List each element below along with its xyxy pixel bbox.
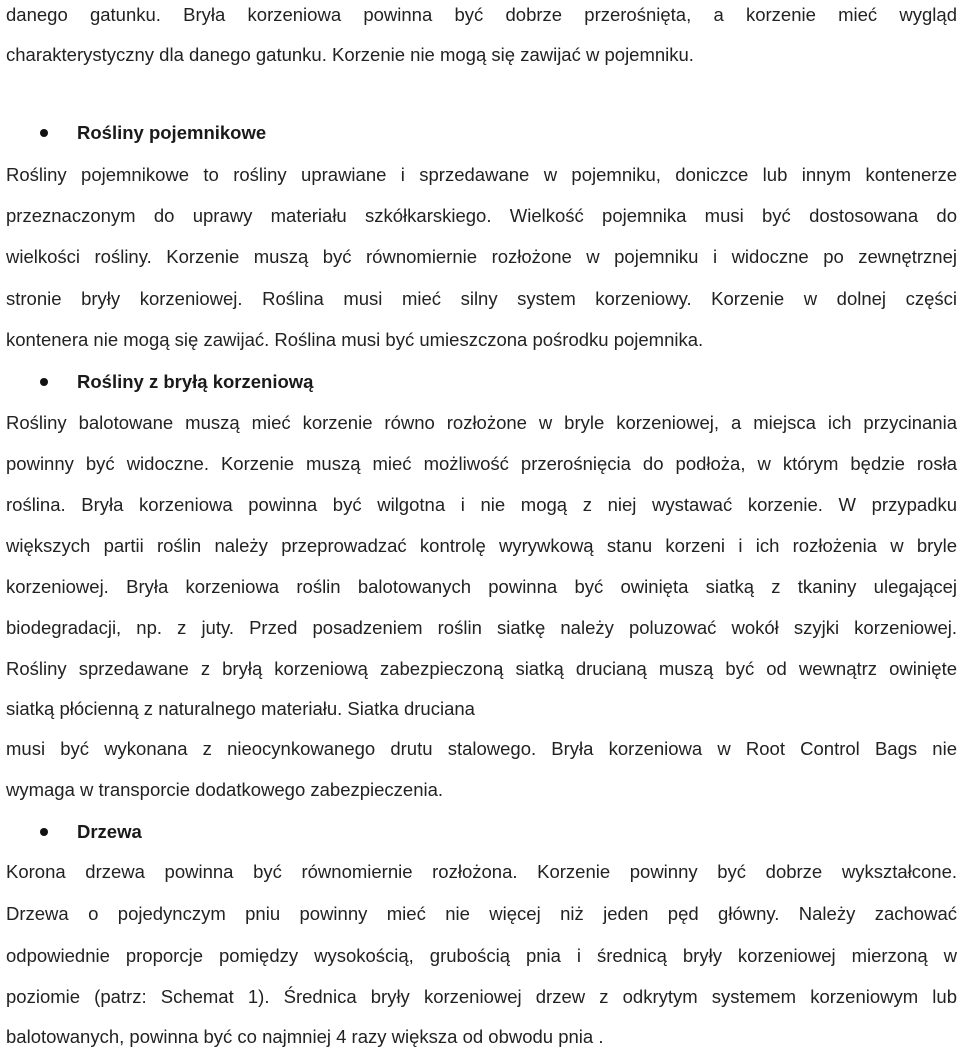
paragraph-line: musi być wykonana z nieocynkowanego drutu stalowego. Bryła korzeniowa w Root Control Bags nie: [6, 738, 957, 759]
paragraph-line: korzeniowej. Bryła korzeniowa roślin balotowanych powinna być owinięta siatką z tkaniny ulegającej: [6, 576, 957, 597]
paragraph-line: Rośliny pojemnikowe to rośliny uprawiane i sprzedawane w pojemniku, doniczce lub innym kontenerze: [6, 164, 957, 185]
paragraph-line: charakterystyczny dla danego gatunku. Korzenie nie mogą się zawijać w pojemniku.: [6, 44, 694, 65]
section-heading-drzewa: [6, 817, 957, 847]
paragraph-line: wymaga w transporcie dodatkowego zabezpieczenia.: [6, 779, 444, 800]
section-heading-rosliny-pojemnikowe: [6, 118, 957, 148]
paragraph-line: Drzewa o pojedynczym pniu powinny mieć nie więcej niż jeden pęd główny. Należy zachować: [6, 903, 957, 924]
paragraph-line: powinny być widoczne. Korzenie muszą mieć możliwość przerośnięcia do podłoża, w którym będzie rosła: [6, 453, 957, 474]
section-heading-text: Rośliny pojemnikowe: [77, 122, 267, 143]
section-heading-text: Rośliny z bryłą korzeniową: [77, 371, 314, 392]
paragraph-line: stronie bryły korzeniowej. Roślina musi mieć silny system korzeniowy. Korzenie w dolnej części: [6, 288, 957, 309]
section-heading-text: Drzewa: [77, 821, 142, 842]
paragraph-line: przeznaczonym do uprawy materiału szkółkarskiego. Wielkość pojemnika musi być dostosowana do: [6, 205, 957, 226]
paragraph-line: większych partii roślin należy przeprowadzać kontrolę wyrywkową stanu korzeni i ich rozłożenia w bryle: [6, 535, 957, 556]
paragraph-line: wielkości rośliny. Korzenie muszą być równomiernie rozłożone w pojemniku i widoczne po zewnętrznej: [6, 246, 957, 267]
paragraph-line: danego gatunku. Bryła korzeniowa powinna być dobrze przerośnięta, a korzenie mieć wygląd: [6, 4, 957, 25]
paragraph-line: Rośliny sprzedawane z bryłą korzeniową zabezpieczoną siatką drucianą muszą być od wewnątrz owinięte: [6, 658, 957, 679]
paragraph-line: Korona drzewa powinna być równomiernie rozłożona. Korzenie powinny być dobrze wykształcone.: [6, 861, 957, 882]
paragraph-line: biodegradacji, np. z juty. Przed posadzeniem roślin siatkę należy poluzować wokół szyjki korzeniowej.: [6, 617, 957, 638]
bullet-icon: [40, 828, 48, 836]
paragraph-line: kontenera nie mogą się zawijać. Roślina musi być umieszczona pośrodku pojemnika.: [6, 329, 704, 350]
paragraph-line: roślina. Bryła korzeniowa powinna być wilgotna i nie mogą z niej wystawać korzenie. W przypadku: [6, 494, 957, 515]
section-heading-rosliny-z-bryla: [6, 367, 957, 397]
paragraph-line: balotowanych, powinna być co najmniej 4 razy większa od obwodu pnia .: [6, 1026, 604, 1047]
bullet-icon: [40, 129, 48, 137]
paragraph-line: Rośliny balotowane muszą mieć korzenie równo rozłożone w bryle korzeniowej, a miejsca ich przycinania: [6, 412, 957, 433]
paragraph-line: poziomie (patrz: Schemat 1). Średnica bryły korzeniowej drzew z odkrytym systemem korzeniowym lub: [6, 986, 957, 1007]
paragraph-line: siatką płócienną z naturalnego materiału. Siatka druciana: [6, 698, 475, 719]
bullet-icon: [40, 378, 48, 386]
paragraph-line: odpowiednie proporcje pomiędzy wysokością, grubością pnia i średnicą bryły korzeniowej mierzoną w: [6, 945, 957, 966]
